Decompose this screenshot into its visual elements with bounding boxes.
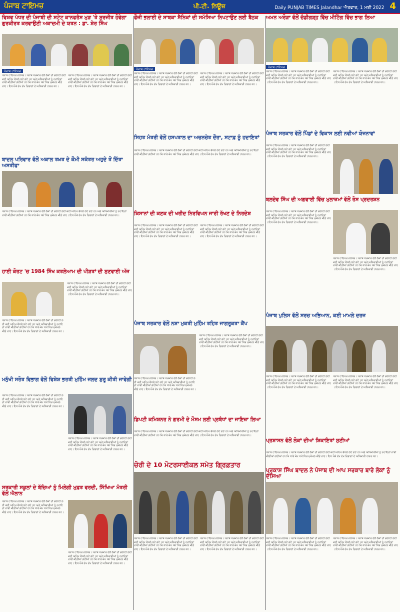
article-text: ਪੰਜਾਬ ਟਾਇਮਜ਼ ਜਲੰਧਰ। ਪੰਜਾਬ ਸਰਕਾਰ ਵੱਲੋਂ ਲੋਕਾਂ ਦੀ ਭਲਾਈ ਲਈ ਕਈ ਅਹਿਮ ਫੈਸਲੇ ਲਏ ਗਏ ਹਨ ਅਤੇ ਅਧਿਕਾਰੀਆਂ ਨੂੰ ਹਦਾਇਤਾਂ ਜਾਰੀ ਕੀਤੀਆਂ ਗਈਆਂ ਹਨ ਕਿ ਸਾਰੇ ਕੰਮ ਸਮੇਂ ਸਿਰ ਮੁਕੰਮਲ ਕੀਤੇ ਜਾਣ। ਇਸ ਮੌਕੇ ਵੱਖ ਵੱਖ ਵਿਭਾਗਾਂ ਦੇ ਅਧਿਕਾਰੀ ਹਾਜ਼ਰ ਸਨ। <box>2 500 64 514</box>
headline-2: ਸਿਹਤ ਮੰਤਰੀ ਵੱਲੋਂ ਹਸਪਤਾਲ ਦਾ ਅਚਨਚੇਤ ਦੌਰਾ, ਸਟਾਫ਼ ਨੂੰ ਹਦਾਇਤਾਂ <box>134 135 260 141</box>
article-text: ਪੰਜਾਬ ਟਾਇਮਜ਼ ਜਲੰਧਰ। ਪੰਜਾਬ ਸਰਕਾਰ ਵੱਲੋਂ ਲੋਕਾਂ ਦੀ ਭਲਾਈ ਲਈ ਕਈ ਅਹਿਮ ਫੈਸਲੇ ਲਏ ਗਏ ਹਨ ਅਤੇ ਅਧਿਕਾਰੀਆਂ ਨੂੰ ਹਦਾਇਤਾਂ ਜਾਰੀ ਕੀਤੀਆਂ ਗਈਆਂ ਹਨ ਕਿ ਸਾਰੇ ਕੰਮ ਸਮੇਂ ਸਿਰ ਮੁਕੰਮਲ ਕੀਤੇ ਜਾਣ। ਇਸ ਮੌਕੇ ਵੱਖ ਵੱਖ ਵਿਭਾਗਾਂ ਦੇ ਅਧਿਕਾਰੀ ਹਾਜ਼ਰ ਸਨ। <box>134 537 198 551</box>
article-text: ਪੰਜਾਬ ਟਾਇਮਜ਼ ਜਲੰਧਰ। ਪੰਜਾਬ ਸਰਕਾਰ ਵੱਲੋਂ ਲੋਕਾਂ ਦੀ ਭਲਾਈ ਲਈ ਕਈ ਅਹਿਮ ਫੈਸਲੇ ਲਏ ਗਏ ਹਨ ਅਤੇ ਅਧਿਕਾਰੀਆਂ ਨੂੰ ਹਦਾਇਤਾਂ ਜਾਰੀ ਕੀਤੀਆਂ ਗਈਆਂ ਹਨ ਕਿ ਸਾਰੇ ਕੰਮ ਸਮੇਂ ਸਿਰ ਮੁਕੰਮਲ ਕੀਤੇ ਜਾਣ। ਇਸ ਮੌਕੇ ਵੱਖ ਵੱਖ ਵਿਭਾਗਾਂ ਦੇ ਅਧਿਕਾਰੀ ਹਾਜ਼ਰ ਸਨ। <box>134 377 196 391</box>
paper-meta: Daily PUNJAB TIMES Jalandhar <box>274 5 343 11</box>
headline-4: ਪੰਜਾਬ ਸਰਕਾਰ ਵੱਲੋਂ ਨਸ਼ਾ ਮੁਕਤੀ ਮੁਹਿੰਮ ਤਹਿਤ ਜਾਗਰੂਕਤਾ ਕੈਂਪ <box>134 321 248 327</box>
news-photo <box>333 144 398 194</box>
article-text: ਪੰਜਾਬ ਟਾਇਮਜ਼ ਜਲੰਧਰ। ਪੰਜਾਬ ਸਰਕਾਰ ਵੱਲੋਂ ਲੋਕਾਂ ਦੀ ਭਲਾਈ ਲਈ ਕਈ ਅਹਿਮ ਫੈਸਲੇ ਲਏ ਗਏ ਹਨ ਅਤੇ ਅਧਿਕਾਰੀਆਂ ਨੂੰ ਹਦਾਇਤਾਂ ਜਾਰੀ ਕੀਤੀਆਂ ਗਈਆਂ ਹਨ ਕਿ ਸਾਰੇ ਕੰਮ ਸਮੇਂ ਸਿਰ ਮੁਕੰਮਲ ਕੀਤੇ ਜਾਣ। ਇਸ ਮੌਕੇ ਵੱਖ ਵੱਖ ਵਿਭਾਗਾਂ ਦੇ ਅਧਿਕਾਰੀ ਹਾਜ਼ਰ ਸਨ। <box>200 537 264 551</box>
article-text: ਪੰਜਾਬ ਟਾਇਮਜ਼ ਜਲੰਧਰ। ਪੰਜਾਬ ਸਰਕਾਰ ਵੱਲੋਂ ਲੋਕਾਂ ਦੀ ਭਲਾਈ ਲਈ ਕਈ ਅਹਿਮ ਫੈਸਲੇ ਲਏ ਗਏ ਹਨ ਅਤੇ ਅਧਿਕਾਰੀਆਂ ਨੂੰ ਹਦਾਇਤਾਂ ਜਾਰੀ ਕੀਤੀਆਂ ਗਈਆਂ ਹਨ ਕਿ ਸਾਰੇ ਕੰਮ ਸਮੇਂ ਸਿਰ ਮੁਕੰਮਲ ਕੀਤੇ ਜਾਣ। ਇਸ ਮੌਕੇ ਵੱਖ ਵੱਖ ਵਿਭਾਗਾਂ ਦੇ ਅਧਿਕਾਰੀ ਹਾਜ਼ਰ ਸਨ। <box>266 375 331 389</box>
headline-5: ਸਰਕਾਰੀ ਸਕੂਲਾਂ ਦੇ ਬੱਚਿਆਂ ਨੂੰ ਮਿਲੇਗੀ ਮੁਫ਼ਤ ਵਰਦੀ, ਸਿੱਖਿਆ ਮੰਤਰੀ ਵੱਲੋਂ ਐਲਾਨ <box>2 485 128 497</box>
article-text: ਪੰਜਾਬ ਟਾਇਮਜ਼ ਜਲੰਧਰ। ਪੰਜਾਬ ਸਰਕਾਰ ਵੱਲੋਂ ਲੋਕਾਂ ਦੀ ਭਲਾਈ ਲਈ ਕਈ ਅਹਿਮ ਫੈਸਲੇ ਲਏ ਗਏ ਹਨ ਅਤੇ ਅਧਿਕਾਰੀਆਂ ਨੂੰ ਹਦਾਇਤਾਂ ਜਾਰੀ ਕੀਤੀਆਂ ਗਈਆਂ ਹਨ ਕਿ ਸਾਰੇ ਕੰਮ ਸਮੇਂ ਸਿਰ ਮੁਕੰਮਲ ਕੀਤੇ ਜਾਣ। ਇਸ ਮੌਕੇ ਵੱਖ ਵੱਖ ਵਿਭਾਗਾਂ ਦੇ ਅਧਿਕਾਰੀ ਹਾਜ਼ਰ ਸਨ। <box>200 224 264 238</box>
article-text: ਪੰਜਾਬ ਟਾਇਮਜ਼ ਜਲੰਧਰ। ਪੰਜਾਬ ਸਰਕਾਰ ਵੱਲੋਂ ਲੋਕਾਂ ਦੀ ਭਲਾਈ ਲਈ ਕਈ ਅਹਿਮ ਫੈਸਲੇ ਲਏ ਗਏ ਹਨ ਅਤੇ ਅਧਿਕਾਰੀਆਂ ਨੂੰ ਹਦਾਇਤਾਂ ਜਾਰੀ ਕੀਤੀਆਂ ਗਈਆਂ ਹਨ ਕਿ ਸਾਰੇ ਕੰਮ ਸਮੇਂ ਸਿਰ ਮੁਕੰਮਲ ਕੀਤੇ ਜਾਣ। ਇਸ ਮੌਕੇ ਵੱਖ ਵੱਖ ਵਿਭਾਗਾਂ ਦੇ ਅਧਿਕਾਰੀ ਹਾਜ਼ਰ ਸਨ। <box>134 430 259 437</box>
headline-6: ਪ੍ਰਕਾਸ਼ ਸਿੰਘ ਬਾਦਲ ਨੇ ਪੰਜਾਬ ਦੀ ਆਪ ਸਰਕਾਰ ਬਾਰੇ ਲੋਕਾਂ ਨੂੰ ਦੱਸਿਆ <box>266 468 391 480</box>
news-photo <box>2 282 64 316</box>
news-photo <box>266 28 398 62</box>
byline: ਪੰਜਾਬ ਟਾਇਮਜ਼ <box>4 69 21 73</box>
article-text: ਪੰਜਾਬ ਟਾਇਮਜ਼ ਜਲੰਧਰ। ਪੰਜਾਬ ਸਰਕਾਰ ਵੱਲੋਂ ਲੋਕਾਂ ਦੀ ਭਲਾਈ ਲਈ ਕਈ ਅਹਿਮ ਫੈਸਲੇ ਲਏ ਗਏ ਹਨ ਅਤੇ ਅਧਿਕਾਰੀਆਂ ਨੂੰ ਹਦਾਇਤਾਂ ਜਾਰੀ ਕੀਤੀਆਂ ਗਈਆਂ ਹਨ ਕਿ ਸਾਰੇ ਕੰਮ ਸਮੇਂ ਸਿਰ ਮੁਕੰਮਲ ਕੀਤੇ ਜਾਣ। ਇਸ ਮੌਕੇ ਵੱਖ ਵੱਖ ਵਿਭਾਗਾਂ ਦੇ ਅਧਿਕਾਰੀ ਹਾਜ਼ਰ ਸਨ। <box>266 451 397 458</box>
masthead-meta <box>275 2 400 12</box>
headline-1: ਫੌਜੀ ਭਲਾਈ ਦੇ ਸਾਬਕਾ ਸੈਨਿਕਾਂ ਦੀ ਸਮੱਸਿਆ ਨਿਪਟਾਉਣ ਲਈ ਬੈਠਕ <box>134 15 259 21</box>
news-photo <box>134 334 196 374</box>
page-number: 4 <box>389 1 396 12</box>
column-1 <box>2 16 132 612</box>
headline-2: ਬਾਦਲ ਪਰਿਵਾਰ ਵੱਲੋਂ ਅਕਾਲ ਤਖ਼ਤ ਦੇ ਕੌਮੀ ਸਕੱਤਰ ਅਹੁਦੇ ਤੋਂ ਦਿੱਤਾ ਅਸਤੀਫਾ <box>2 157 123 169</box>
news-photo <box>134 28 264 64</box>
news-photo <box>266 326 398 372</box>
news-photo <box>2 171 132 207</box>
headline-4: ਮਨੁੱਖੀ ਸਰੋਤ ਵਿਭਾਗ ਵੱਲੋਂ ਵਿਸ਼ੇਸ਼ ਭਰਤੀ ਮੁਹਿੰਮ ਜਲਦ ਸ਼ੁਰੂ ਕੀਤੀ ਜਾਵੇਗੀ <box>2 377 132 383</box>
column-3 <box>266 16 398 612</box>
headline-1: ਵਿਸ਼ਵ ਪੱਧਰ ਦੀ ਪੰਜਾਬੀ ਦੀ ਸਟੇਟ ਕਾਨਫਰੰਸ ਮੁੜ 'ਤੇ ਸੁਰਜੀਤ ਹੋਵੇਗਾ ਗੁਰਕੀਰਤ ਕਰਵਾਉਣੀ ਅਕਾਦਮੀ ਦੇ ਯਤਨ : ਡਾ. ਸ਼ੇਰ ਸਿੰਘ <box>2 15 127 27</box>
article-text: ਪੰਜਾਬ ਟਾਇਮਜ਼ ਜਲੰਧਰ। ਪੰਜਾਬ ਸਰਕਾਰ ਵੱਲੋਂ ਲੋਕਾਂ ਦੀ ਭਲਾਈ ਲਈ ਕਈ ਅਹਿਮ ਫੈਸਲੇ ਲਏ ਗਏ ਹਨ ਅਤੇ ਅਧਿਕਾਰੀਆਂ ਨੂੰ ਹਦਾਇਤਾਂ ਜਾਰੀ ਕੀਤੀਆਂ ਗਈਆਂ ਹਨ ਕਿ ਸਾਰੇ ਕੰਮ ਸਮੇਂ ਸਿਰ ਮੁਕੰਮਲ ਕੀਤੇ ਜਾਣ। ਇਸ ਮੌਕੇ ਵੱਖ ਵੱਖ ਵਿਭਾਗਾਂ ਦੇ ਅਧਿਕਾਰੀ ਹਾਜ਼ਰ ਸਨ। <box>266 144 331 158</box>
article-text: ਪੰਜਾਬ ਟਾਇਮਜ਼ ਜਲੰਧਰ। ਪੰਜਾਬ ਸਰਕਾਰ ਵੱਲੋਂ ਲੋਕਾਂ ਦੀ ਭਲਾਈ ਲਈ ਕਈ ਅਹਿਮ ਫੈਸਲੇ ਲਏ ਗਏ ਹਨ ਅਤੇ ਅਧਿਕਾਰੀਆਂ ਨੂੰ ਹਦਾਇਤਾਂ ਜਾਰੀ ਕੀਤੀਆਂ ਗਈਆਂ ਹਨ ਕਿ ਸਾਰੇ ਕੰਮ ਸਮੇਂ ਸਿਰ ਮੁਕੰਮਲ ਕੀਤੇ ਜਾਣ। ਇਸ ਮੌਕੇ ਵੱਖ ਵੱਖ ਵਿਭਾਗਾਂ ਦੇ ਅਧਿਕਾਰੀ ਹਾਜ਼ਰ ਸਨ। <box>67 282 132 296</box>
masthead-rule <box>0 13 400 14</box>
headline-5: ਡਿਪਟੀ ਕਮਿਸ਼ਨਰ ਨੇ ਗਰਮੀ ਦੇ ਮੌਸਮ ਲਈ ਪ੍ਰਬੰਧਾਂ ਦਾ ਜਾਇਜ਼ਾ ਲਿਆ <box>134 417 261 423</box>
news-photo <box>2 34 132 66</box>
headline-2: ਪੰਜਾਬ ਸਰਕਾਰ ਵੱਲੋਂ ਪਿੰਡਾਂ ਦੇ ਵਿਕਾਸ ਲਈ ਨਵੀਆਂ ਯੋਜਨਾਵਾਂ <box>266 131 375 137</box>
news-photo <box>68 394 132 434</box>
news-photo <box>134 472 264 534</box>
article-text: ਪੰਜਾਬ ਟਾਇਮਜ਼ ਜਲੰਧਰ। ਪੰਜਾਬ ਸਰਕਾਰ ਵੱਲੋਂ ਲੋਕਾਂ ਦੀ ਭਲਾਈ ਲਈ ਕਈ ਅਹਿਮ ਫੈਸਲੇ ਲਏ ਗਏ ਹਨ ਅਤੇ ਅਧਿਕਾਰੀਆਂ ਨੂੰ ਹਦਾਇਤਾਂ ਜਾਰੀ ਕੀਤੀਆਂ ਗਈਆਂ ਹਨ ਕਿ ਸਾਰੇ ਕੰਮ ਸਮੇਂ ਸਿਰ ਮੁਕੰਮਲ ਕੀਤੇ ਜਾਣ। ਇਸ ਮੌਕੇ ਵੱਖ ਵੱਖ ਵਿਭਾਗਾਂ ਦੇ ਅਧਿਕਾਰੀ ਹਾਜ਼ਰ ਸਨ। <box>68 74 132 88</box>
byline: ਪੰਜਾਬ ਟਾਇਮਜ਼ <box>136 67 153 71</box>
masthead <box>0 0 400 13</box>
article-text: ਪੰਜਾਬ ਟਾਇਮਜ਼ ਜਲੰਧਰ। ਪੰਜਾਬ ਸਰਕਾਰ ਵੱਲੋਂ ਲੋਕਾਂ ਦੀ ਭਲਾਈ ਲਈ ਕਈ ਅਹਿਮ ਫੈਸਲੇ ਲਏ ਗਏ ਹਨ ਅਤੇ ਅਧਿਕਾਰੀਆਂ ਨੂੰ ਹਦਾਇਤਾਂ ਜਾਰੀ ਕੀਤੀਆਂ ਗਈਆਂ ਹਨ ਕਿ ਸਾਰੇ ਕੰਮ ਸਮੇਂ ਸਿਰ ਮੁਕੰਮਲ ਕੀਤੇ ਜਾਣ। ਇਸ ਮੌਕੇ ਵੱਖ ਵੱਖ ਵਿਭਾਗਾਂ ਦੇ ਅਧਿਕਾਰੀ ਹਾਜ਼ਰ ਸਨ। <box>333 375 398 389</box>
article-text: ਪੰਜਾਬ ਟਾਇਮਜ਼ ਜਲੰਧਰ। ਪੰਜਾਬ ਸਰਕਾਰ ਵੱਲੋਂ ਲੋਕਾਂ ਦੀ ਭਲਾਈ ਲਈ ਕਈ ਅਹਿਮ ਫੈਸਲੇ ਲਏ ਗਏ ਹਨ ਅਤੇ ਅਧਿਕਾਰੀਆਂ ਨੂੰ ਹਦਾਇਤਾਂ ਜਾਰੀ ਕੀਤੀਆਂ ਗਈਆਂ ਹਨ ਕਿ ਸਾਰੇ ਕੰਮ ਸਮੇਂ ਸਿਰ ਮੁਕੰਮਲ ਕੀਤੇ ਜਾਣ। ਇਸ ਮੌਕੇ ਵੱਖ ਵੱਖ ਵਿਭਾਗਾਂ ਦੇ ਅਧਿਕਾਰੀ ਹਾਜ਼ਰ ਸਨ। <box>2 74 66 88</box>
issue-date: ਐਤਵਾਰ, 1 ਮਈ 2022 <box>343 5 385 11</box>
article-text: ਪੰਜਾਬ ਟਾਇਮਜ਼ ਜਲੰਧਰ। ਪੰਜਾਬ ਸਰਕਾਰ ਵੱਲੋਂ ਲੋਕਾਂ ਦੀ ਭਲਾਈ ਲਈ ਕਈ ਅਹਿਮ ਫੈਸਲੇ ਲਏ ਗਏ ਹਨ ਅਤੇ ਅਧਿਕਾਰੀਆਂ ਨੂੰ ਹਦਾਇਤਾਂ ਜਾਰੀ ਕੀਤੀਆਂ ਗਈਆਂ ਹਨ ਕਿ ਸਾਰੇ ਕੰਮ ਸਮੇਂ ਸਿਰ ਮੁਕੰਮਲ ਕੀਤੇ ਜਾਣ। ਇਸ ਮੌਕੇ ਵੱਖ ਵੱਖ ਵਿਭਾਗਾਂ ਦੇ ਅਧਿਕਾਰੀ ਹਾਜ਼ਰ ਸਨ। <box>266 210 331 224</box>
headline-5: ਪ੍ਰਸ਼ਾਸਨ ਵੱਲੋਂ ਲੋਕਾਂ ਦੀਆਂ ਸ਼ਿਕਾਇਤਾਂ ਸੁਣੀਆਂ <box>266 438 350 444</box>
byline: ਪੰਜਾਬ ਟਾਇਮਜ਼ <box>268 65 285 69</box>
column-2 <box>134 16 264 612</box>
brand-title: ਪੰਜਾਬ ਟਾਇਮਜ਼ <box>4 2 44 10</box>
article-text: ਪੰਜਾਬ ਟਾਇਮਜ਼ ਜਲੰਧਰ। ਪੰਜਾਬ ਸਰਕਾਰ ਵੱਲੋਂ ਲੋਕਾਂ ਦੀ ਭਲਾਈ ਲਈ ਕਈ ਅਹਿਮ ਫੈਸਲੇ ਲਏ ਗਏ ਹਨ ਅਤੇ ਅਧਿਕਾਰੀਆਂ ਨੂੰ ਹਦਾਇਤਾਂ ਜਾਰੀ ਕੀਤੀਆਂ ਗਈਆਂ ਹਨ ਕਿ ਸਾਰੇ ਕੰਮ ਸਮੇਂ ਸਿਰ ਮੁਕੰਮਲ ਕੀਤੇ ਜਾਣ। ਇਸ ਮੌਕੇ ਵੱਖ ਵੱਖ ਵਿਭਾਗਾਂ ਦੇ ਅਧਿਕਾਰੀ ਹਾਜ਼ਰ ਸਨ। <box>333 537 398 551</box>
headline-6: ਚੋਰੀ ਦੇ 10 ਮੋਟਰਸਾਈਕਲ ਸਮੇਤ ਗ੍ਰਿਫ਼ਤਾਰ <box>134 461 241 469</box>
headline-1: ਅਮਨ ਅਰੋੜਾ ਵੱਲੋਂ ਚੰਡੀਗੜ੍ਹ ਵਿੱਚ ਮੀਟਿੰਗ ਵਿੱਚ ਭਾਗ ਲਿਆ <box>266 15 375 21</box>
article-text: ਪੰਜਾਬ ਟਾਇਮਜ਼ ਜਲੰਧਰ। ਪੰਜਾਬ ਸਰਕਾਰ ਵੱਲੋਂ ਲੋਕਾਂ ਦੀ ਭਲਾਈ ਲਈ ਕਈ ਅਹਿਮ ਫੈਸਲੇ ਲਏ ਗਏ ਹਨ ਅਤੇ ਅਧਿਕਾਰੀਆਂ ਨੂੰ ਹਦਾਇਤਾਂ ਜਾਰੀ ਕੀਤੀਆਂ ਗਈਆਂ ਹਨ ਕਿ ਸਾਰੇ ਕੰਮ ਸਮੇਂ ਸਿਰ ਮੁਕੰਮਲ ਕੀਤੇ ਜਾਣ। ਇਸ ਮੌਕੇ ਵੱਖ ਵੱਖ ਵਿਭਾਗਾਂ ਦੇ ਅਧਿਕਾਰੀ ਹਾਜ਼ਰ ਸਨ। <box>266 537 331 551</box>
article-text: ਪੰਜਾਬ ਟਾਇਮਜ਼ ਜਲੰਧਰ। ਪੰਜਾਬ ਸਰਕਾਰ ਵੱਲੋਂ ਲੋਕਾਂ ਦੀ ਭਲਾਈ ਲਈ ਕਈ ਅਹਿਮ ਫੈਸਲੇ ਲਏ ਗਏ ਹਨ ਅਤੇ ਅਧਿਕਾਰੀਆਂ ਨੂੰ ਹਦਾਇਤਾਂ ਜਾਰੀ ਕੀਤੀਆਂ ਗਈਆਂ ਹਨ ਕਿ ਸਾਰੇ ਕੰਮ ਸਮੇਂ ਸਿਰ ਮੁਕੰਮਲ ਕੀਤੇ ਜਾਣ। ਇਸ ਮੌਕੇ ਵੱਖ ਵੱਖ ਵਿਭਾਗਾਂ ਦੇ ਅਧਿਕਾਰੀ ਹਾਜ਼ਰ ਸਨ। <box>200 72 264 86</box>
headline-4: ਪੰਜਾਬ ਪੁਲਿਸ ਵੱਲੋਂ ਸਰਚ ਅਭਿਆਨ, ਕਈ ਮਾਮਲੇ ਦਰਜ <box>266 313 366 319</box>
article-text: ਪੰਜਾਬ ਟਾਇਮਜ਼ ਜਲੰਧਰ। ਪੰਜਾਬ ਸਰਕਾਰ ਵੱਲੋਂ ਲੋਕਾਂ ਦੀ ਭਲਾਈ ਲਈ ਕਈ ਅਹਿਮ ਫੈਸਲੇ ਲਏ ਗਏ ਹਨ ਅਤੇ ਅਧਿਕਾਰੀਆਂ ਨੂੰ ਹਦਾਇਤਾਂ ਜਾਰੀ ਕੀਤੀਆਂ ਗਈਆਂ ਹਨ ਕਿ ਸਾਰੇ ਕੰਮ ਸਮੇਂ ਸਿਰ ਮੁਕੰਮਲ ਕੀਤੇ ਜਾਣ। ਇਸ ਮੌਕੇ ਵੱਖ ਵੱਖ ਵਿਭਾਗਾਂ ਦੇ ਅਧਿਕਾਰੀ ਹਾਜ਼ਰ ਸਨ। <box>68 551 132 565</box>
article-text: ਪੰਜਾਬ ਟਾਇਮਜ਼ ਜਲੰਧਰ। ਪੰਜਾਬ ਸਰਕਾਰ ਵੱਲੋਂ ਲੋਕਾਂ ਦੀ ਭਲਾਈ ਲਈ ਕਈ ਅਹਿਮ ਫੈਸਲੇ ਲਏ ਗਏ ਹਨ ਅਤੇ ਅਧਿਕਾਰੀਆਂ ਨੂੰ ਹਦਾਇਤਾਂ ਜਾਰੀ ਕੀਤੀਆਂ ਗਈਆਂ ਹਨ ਕਿ ਸਾਰੇ ਕੰਮ ਸਮੇਂ ਸਿਰ ਮੁਕੰਮਲ ਕੀਤੇ ਜਾਣ। ਇਸ ਮੌਕੇ ਵੱਖ ਵੱਖ ਵਿਭਾਗਾਂ ਦੇ ਅਧਿਕਾਰੀ ਹਾਜ਼ਰ ਸਨ। <box>2 319 64 333</box>
news-photo <box>266 482 398 534</box>
article-text: ਪੰਜਾਬ ਟਾਇਮਜ਼ ਜਲੰਧਰ। ਪੰਜਾਬ ਸਰਕਾਰ ਵੱਲੋਂ ਲੋਕਾਂ ਦੀ ਭਲਾਈ ਲਈ ਕਈ ਅਹਿਮ ਫੈਸਲੇ ਲਏ ਗਏ ਹਨ ਅਤੇ ਅਧਿਕਾਰੀਆਂ ਨੂੰ ਹਦਾਇਤਾਂ ਜਾਰੀ ਕੀਤੀਆਂ ਗਈਆਂ ਹਨ ਕਿ ਸਾਰੇ ਕੰਮ ਸਮੇਂ ਸਿਰ ਮੁਕੰਮਲ ਕੀਤੇ ਜਾਣ। ਇਸ ਮੌਕੇ ਵੱਖ ਵੱਖ ਵਿਭਾਗਾਂ ਦੇ ਅਧਿਕਾਰੀ ਹਾਜ਼ਰ ਸਨ। <box>134 149 259 156</box>
article-text: ਪੰਜਾਬ ਟਾਇਮਜ਼ ਜਲੰਧਰ। ਪੰਜਾਬ ਸਰਕਾਰ ਵੱਲੋਂ ਲੋਕਾਂ ਦੀ ਭਲਾਈ ਲਈ ਕਈ ਅਹਿਮ ਫੈਸਲੇ ਲਏ ਗਏ ਹਨ ਅਤੇ ਅਧਿਕਾਰੀਆਂ ਨੂੰ ਹਦਾਇਤਾਂ ਜਾਰੀ ਕੀਤੀਆਂ ਗਈਆਂ ਹਨ ਕਿ ਸਾਰੇ ਕੰਮ ਸਮੇਂ ਸਿਰ ਮੁਕੰਮਲ ਕੀਤੇ ਜਾਣ। ਇਸ ਮੌਕੇ ਵੱਖ ਵੱਖ ਵਿਭਾਗਾਂ ਦੇ ਅਧਿਕਾਰੀ ਹਾਜ਼ਰ ਸਨ। <box>134 224 198 238</box>
news-photo <box>333 210 398 254</box>
headline-3: ਬਲਦੇਵ ਸਿੰਘ ਦੀ ਅਗਵਾਈ ਵਿੱਚ ਮੁਲਾਜ਼ਮਾਂ ਵੱਲੋਂ ਰੋਸ ਪ੍ਰਦਰਸ਼ਨ <box>266 197 380 203</box>
article-text: ਪੰਜਾਬ ਟਾਇਮਜ਼ ਜਲੰਧਰ। ਪੰਜਾਬ ਸਰਕਾਰ ਵੱਲੋਂ ਲੋਕਾਂ ਦੀ ਭਲਾਈ ਲਈ ਕਈ ਅਹਿਮ ਫੈਸਲੇ ਲਏ ਗਏ ਹਨ ਅਤੇ ਅਧਿਕਾਰੀਆਂ ਨੂੰ ਹਦਾਇਤਾਂ ਜਾਰੀ ਕੀਤੀਆਂ ਗਈਆਂ ਹਨ ਕਿ ਸਾਰੇ ਕੰਮ ਸਮੇਂ ਸਿਰ ਮੁਕੰਮਲ ਕੀਤੇ ਜਾਣ। ਇਸ ਮੌਕੇ ਵੱਖ ਵੱਖ ਵਿਭਾਗਾਂ ਦੇ ਅਧਿਕਾਰੀ ਹਾਜ਼ਰ ਸਨ। <box>68 437 132 451</box>
headline-3: ਹਾਈ ਕੋਰਟ 'ਚ 1984 ਸਿੱਖ ਕਤਲੇਆਮ ਦੀ ਪੀੜਤਾਂ ਦੀ ਸੁਣਵਾਈ ਅੱਜ <box>2 269 130 275</box>
article-text: ਪੰਜਾਬ ਟਾਇਮਜ਼ ਜਲੰਧਰ। ਪੰਜਾਬ ਸਰਕਾਰ ਵੱਲੋਂ ਲੋਕਾਂ ਦੀ ਭਲਾਈ ਲਈ ਕਈ ਅਹਿਮ ਫੈਸਲੇ ਲਏ ਗਏ ਹਨ ਅਤੇ ਅਧਿਕਾਰੀਆਂ ਨੂੰ ਹਦਾਇਤਾਂ ਜਾਰੀ ਕੀਤੀਆਂ ਗਈਆਂ ਹਨ ਕਿ ਸਾਰੇ ਕੰਮ ਸਮੇਂ ਸਿਰ ਮੁਕੰਮਲ ਕੀਤੇ ਜਾਣ। ਇਸ ਮੌਕੇ ਵੱਖ ਵੱਖ ਵਿਭਾਗਾਂ ਦੇ ਅਧਿਕਾਰੀ ਹਾਜ਼ਰ ਸਨ। <box>134 72 198 86</box>
article-text: ਪੰਜਾਬ ਟਾਇਮਜ਼ ਜਲੰਧਰ। ਪੰਜਾਬ ਸਰਕਾਰ ਵੱਲੋਂ ਲੋਕਾਂ ਦੀ ਭਲਾਈ ਲਈ ਕਈ ਅਹਿਮ ਫੈਸਲੇ ਲਏ ਗਏ ਹਨ ਅਤੇ ਅਧਿਕਾਰੀਆਂ ਨੂੰ ਹਦਾਇਤਾਂ ਜਾਰੀ ਕੀਤੀਆਂ ਗਈਆਂ ਹਨ ਕਿ ਸਾਰੇ ਕੰਮ ਸਮੇਂ ਸਿਰ ਮੁਕੰਮਲ ਕੀਤੇ ਜਾਣ। ਇਸ ਮੌਕੇ ਵੱਖ ਵੱਖ ਵਿਭਾਗਾਂ ਦੇ ਅਧਿਕਾਰੀ ਹਾਜ਼ਰ ਸਨ। <box>199 334 264 348</box>
article-text: ਪੰਜਾਬ ਟਾਇਮਜ਼ ਜਲੰਧਰ। ਪੰਜਾਬ ਸਰਕਾਰ ਵੱਲੋਂ ਲੋਕਾਂ ਦੀ ਭਲਾਈ ਲਈ ਕਈ ਅਹਿਮ ਫੈਸਲੇ ਲਏ ਗਏ ਹਨ ਅਤੇ ਅਧਿਕਾਰੀਆਂ ਨੂੰ ਹਦਾਇਤਾਂ ਜਾਰੀ ਕੀਤੀਆਂ ਗਈਆਂ ਹਨ ਕਿ ਸਾਰੇ ਕੰਮ ਸਮੇਂ ਸਿਰ ਮੁਕੰਮਲ ਕੀਤੇ ਜਾਣ। ਇਸ ਮੌਕੇ ਵੱਖ ਵੱਖ ਵਿਭਾਗਾਂ ਦੇ ਅਧਿਕਾਰੀ ਹਾਜ਼ਰ ਸਨ। <box>333 257 398 271</box>
headline-3: ਕਿਸਾਨਾਂ ਦੀ ਕਣਕ ਦੀ ਖਰੀਦ ਨਿਰਵਿਘਨ ਜਾਰੀ ਰੱਖਣ ਦੇ ਨਿਰਦੇਸ਼ <box>134 211 251 217</box>
article-text: ਪੰਜਾਬ ਟਾਇਮਜ਼ ਜਲੰਧਰ। ਪੰਜਾਬ ਸਰਕਾਰ ਵੱਲੋਂ ਲੋਕਾਂ ਦੀ ਭਲਾਈ ਲਈ ਕਈ ਅਹਿਮ ਫੈਸਲੇ ਲਏ ਗਏ ਹਨ ਅਤੇ ਅਧਿਕਾਰੀਆਂ ਨੂੰ ਹਦਾਇਤਾਂ ਜਾਰੀ ਕੀਤੀਆਂ ਗਈਆਂ ਹਨ ਕਿ ਸਾਰੇ ਕੰਮ ਸਮੇਂ ਸਿਰ ਮੁਕੰਮਲ ਕੀਤੇ ਜਾਣ। ਇਸ ਮੌਕੇ ਵੱਖ ਵੱਖ ਵਿਭਾਗਾਂ ਦੇ ਅਧਿਕਾਰੀ ਹਾਜ਼ਰ ਸਨ। <box>333 70 398 84</box>
article-text: ਪੰਜਾਬ ਟਾਇਮਜ਼ ਜਲੰਧਰ। ਪੰਜਾਬ ਸਰਕਾਰ ਵੱਲੋਂ ਲੋਕਾਂ ਦੀ ਭਲਾਈ ਲਈ ਕਈ ਅਹਿਮ ਫੈਸਲੇ ਲਏ ਗਏ ਹਨ ਅਤੇ ਅਧਿਕਾਰੀਆਂ ਨੂੰ ਹਦਾਇਤਾਂ ਜਾਰੀ ਕੀਤੀਆਂ ਗਈਆਂ ਹਨ ਕਿ ਸਾਰੇ ਕੰਮ ਸਮੇਂ ਸਿਰ ਮੁਕੰਮਲ ਕੀਤੇ ਜਾਣ। ਇਸ ਮੌਕੇ ਵੱਖ ਵੱਖ ਵਿਭਾਗਾਂ ਦੇ ਅਧਿਕਾਰੀ ਹਾਜ਼ਰ ਸਨ। <box>2 394 64 408</box>
edition-label: ਪੀ.ਟੀ. ਨਿਊਜ਼ <box>193 2 226 10</box>
news-photo <box>68 500 132 548</box>
article-text: ਪੰਜਾਬ ਟਾਇਮਜ਼ ਜਲੰਧਰ। ਪੰਜਾਬ ਸਰਕਾਰ ਵੱਲੋਂ ਲੋਕਾਂ ਦੀ ਭਲਾਈ ਲਈ ਕਈ ਅਹਿਮ ਫੈਸਲੇ ਲਏ ਗਏ ਹਨ ਅਤੇ ਅਧਿਕਾਰੀਆਂ ਨੂੰ ਹਦਾਇਤਾਂ ਜਾਰੀ ਕੀਤੀਆਂ ਗਈਆਂ ਹਨ ਕਿ ਸਾਰੇ ਕੰਮ ਸਮੇਂ ਸਿਰ ਮੁਕੰਮਲ ਕੀਤੇ ਜਾਣ। ਇਸ ਮੌਕੇ ਵੱਖ ਵੱਖ ਵਿਭਾਗਾਂ ਦੇ ਅਧਿਕਾਰੀ ਹਾਜ਼ਰ ਸਨ। <box>2 210 127 217</box>
article-text: ਪੰਜਾਬ ਟਾਇਮਜ਼ ਜਲੰਧਰ। ਪੰਜਾਬ ਸਰਕਾਰ ਵੱਲੋਂ ਲੋਕਾਂ ਦੀ ਭਲਾਈ ਲਈ ਕਈ ਅਹਿਮ ਫੈਸਲੇ ਲਏ ਗਏ ਹਨ ਅਤੇ ਅਧਿਕਾਰੀਆਂ ਨੂੰ ਹਦਾਇਤਾਂ ਜਾਰੀ ਕੀਤੀਆਂ ਗਈਆਂ ਹਨ ਕਿ ਸਾਰੇ ਕੰਮ ਸਮੇਂ ਸਿਰ ਮੁਕੰਮਲ ਕੀਤੇ ਜਾਣ। ਇਸ ਮੌਕੇ ਵੱਖ ਵੱਖ ਵਿਭਾਗਾਂ ਦੇ ਅਧਿਕਾਰੀ ਹਾਜ਼ਰ ਸਨ। <box>266 70 331 84</box>
